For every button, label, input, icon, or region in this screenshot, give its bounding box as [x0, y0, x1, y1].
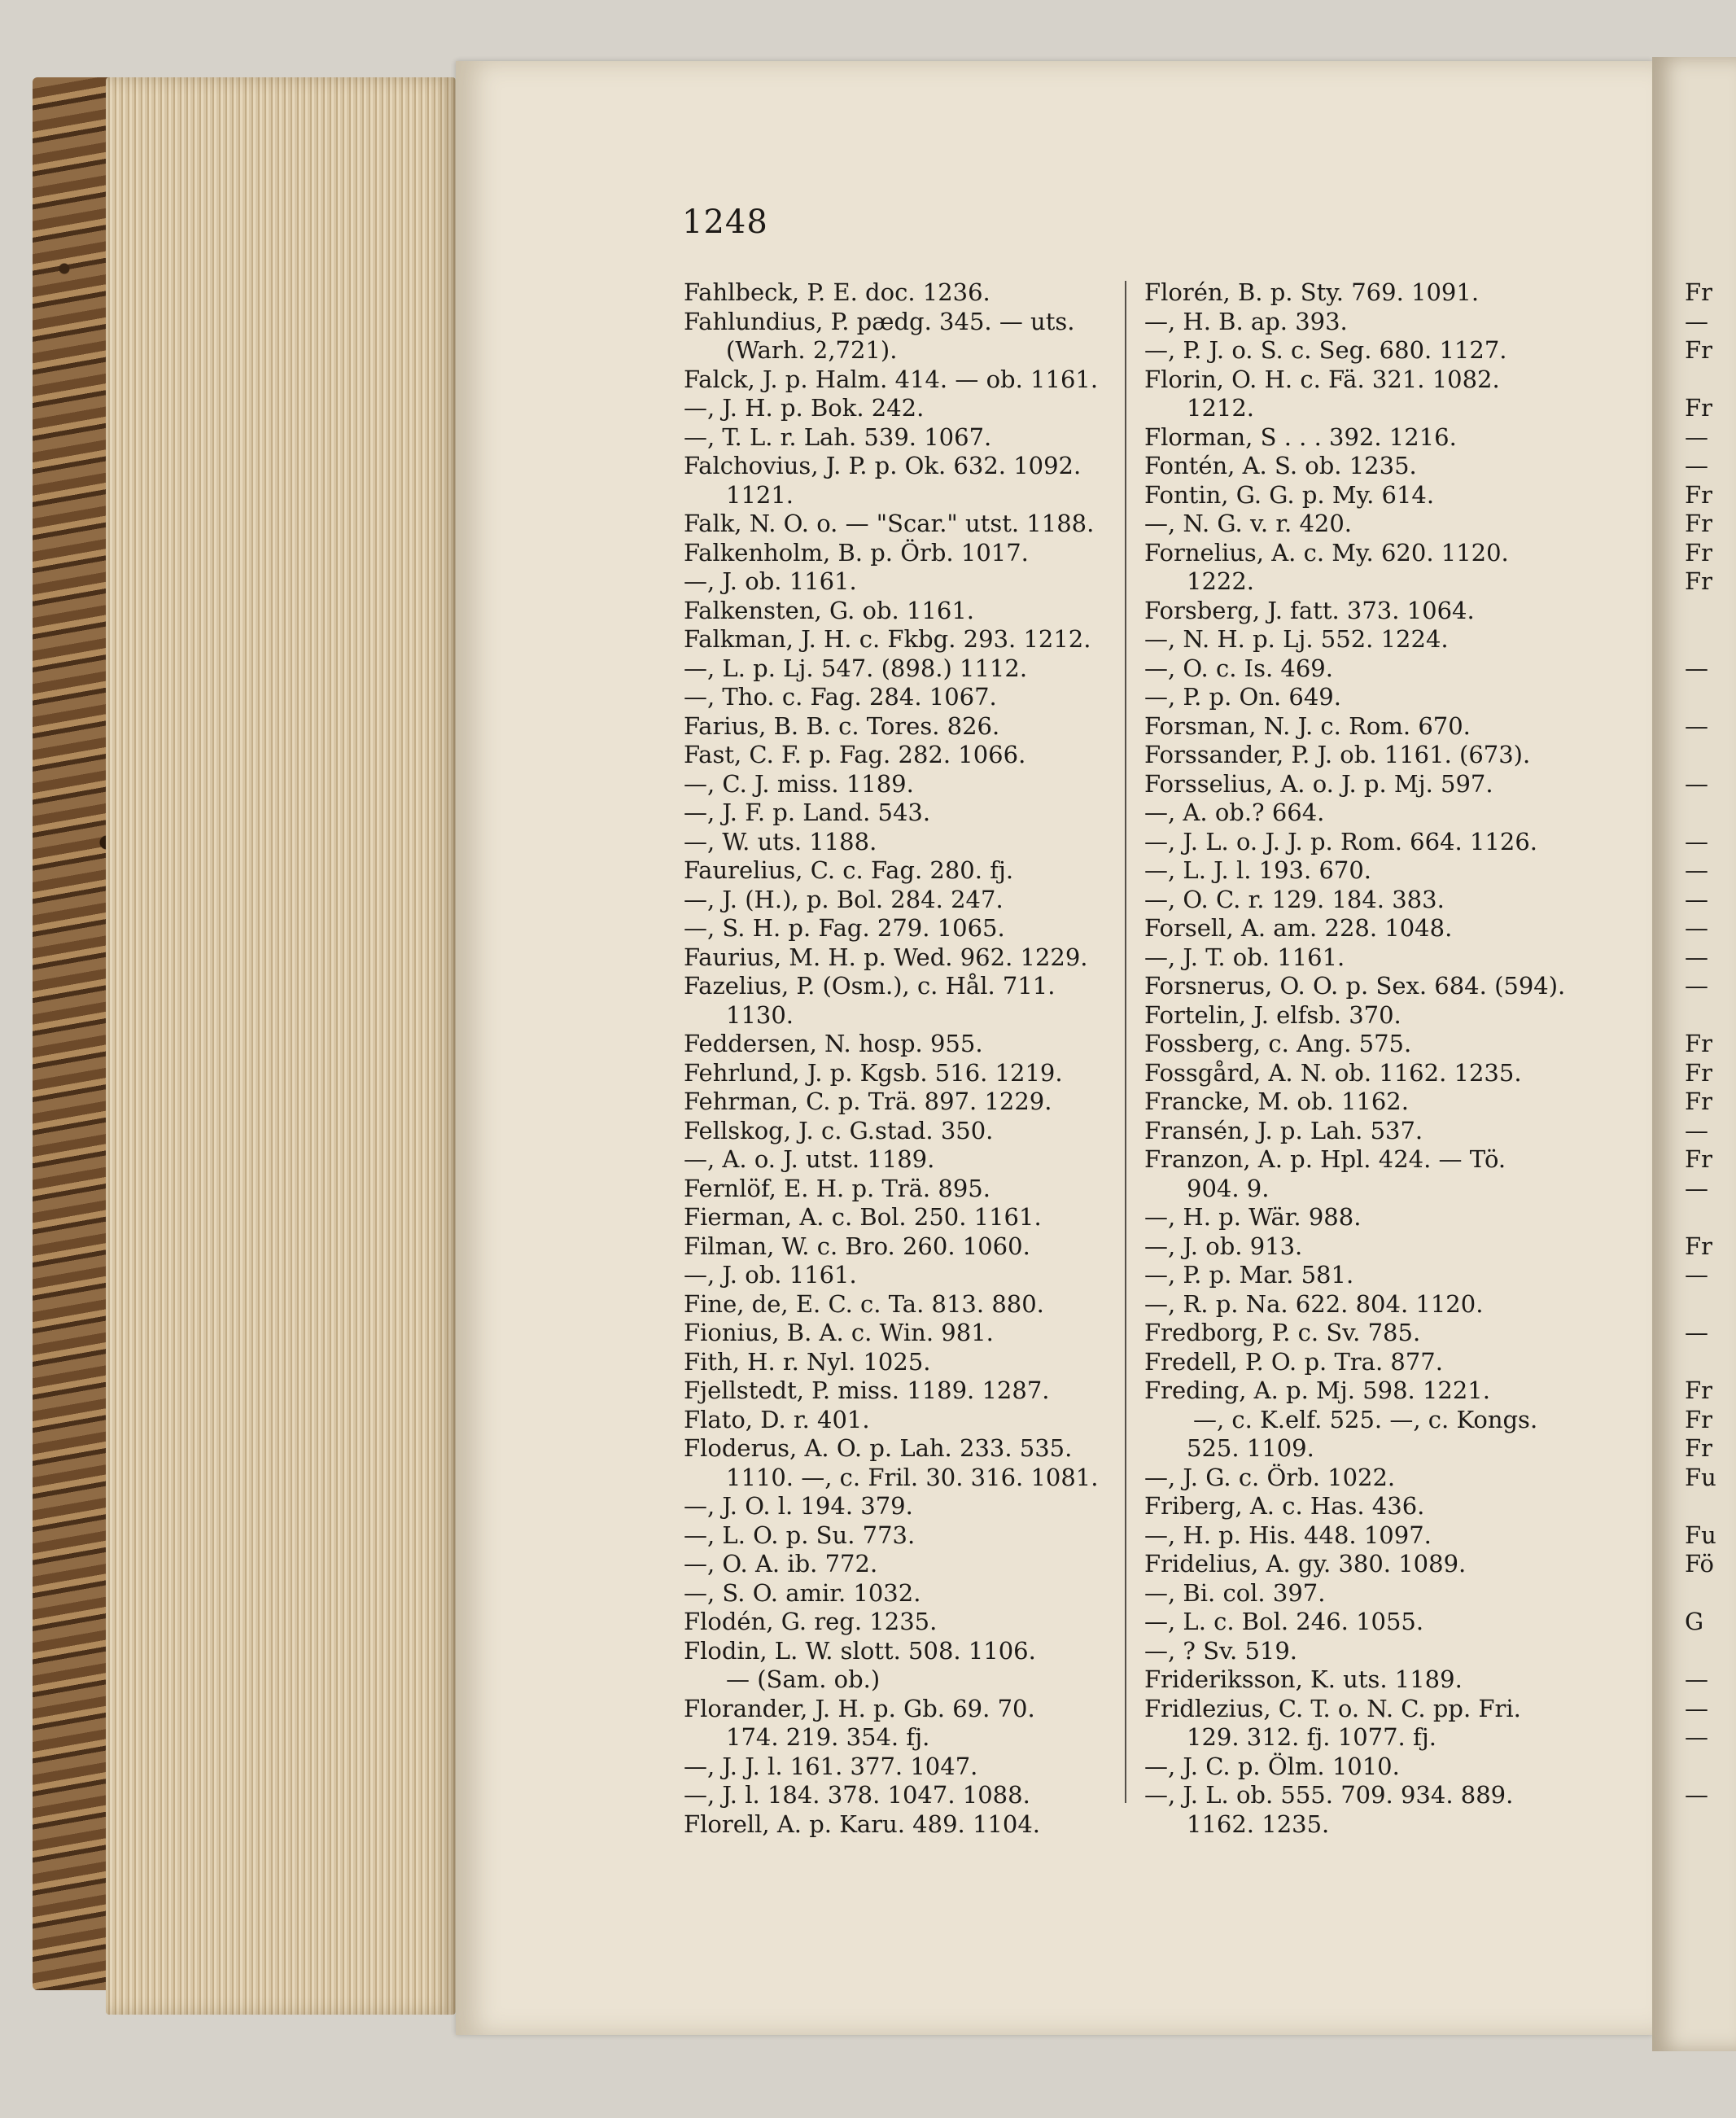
page-edges: [106, 77, 456, 2015]
index-entry: Francke, M. ob. 1162.: [1144, 1087, 1409, 1115]
next-page-fragment: Fu: [1685, 1521, 1716, 1549]
index-entry: Faurelius, C. c. Fag. 280. fj.: [684, 856, 1014, 884]
next-page-fragment: Fr: [1685, 567, 1712, 595]
column-divider: [1125, 281, 1126, 1803]
index-entry: Florén, B. p. Sty. 769. 1091.: [1144, 278, 1480, 306]
next-page-fragment: —: [1685, 654, 1708, 682]
index-entry: 129. 312. fj. 1077. fj.: [1187, 1723, 1436, 1751]
index-entry: Fine, de, E. C. c. Ta. 813. 880.: [684, 1289, 1044, 1318]
index-entry: Feddersen, N. hosp. 955.: [684, 1030, 983, 1057]
index-entry: —, ? Sv. 519.: [1144, 1636, 1298, 1665]
index-entry: Fehrlund, J. p. Kgsb. 516. 1219.: [684, 1058, 1063, 1087]
page-number: 1248: [682, 203, 768, 241]
index-entry: 525. 1109.: [1187, 1434, 1314, 1462]
next-page-fragment: Fr: [1685, 1030, 1712, 1057]
next-page-fragment: Fr: [1685, 278, 1712, 306]
index-entry: Fernlöf, E. H. p. Trä. 895.: [684, 1174, 990, 1202]
index-entry: Fast, C. F. p. Fag. 282. 1066.: [684, 741, 1026, 768]
next-page-fragment: Fr: [1685, 394, 1712, 422]
next-page-fragment: —: [1685, 1116, 1708, 1144]
index-entry: —, P. p. On. 649.: [1144, 683, 1341, 711]
index-entry: —, J. (H.), p. Bol. 284. 247.: [684, 885, 1004, 913]
index-entry: Fierman, A. c. Bol. 250. 1161.: [684, 1203, 1042, 1231]
index-entry: —, L. O. p. Su. 773.: [684, 1521, 916, 1549]
index-entry: Fehrman, C. p. Trä. 897. 1229.: [684, 1087, 1052, 1115]
index-entry: Florell, A. p. Karu. 489. 1104.: [684, 1809, 1040, 1838]
index-entry: —, J. ob. 1161.: [684, 1261, 857, 1289]
index-entry: 1110. —, c. Fril. 30. 316. 1081.: [726, 1463, 1099, 1491]
index-entry: —, T. L. r. Lah. 539. 1067.: [684, 422, 992, 451]
index-entry: —, W. uts. 1188.: [684, 827, 877, 856]
next-page-fragment: —: [1685, 885, 1708, 913]
index-entry: Florander, J. H. p. Gb. 69. 70.: [684, 1694, 1035, 1722]
index-entry: —, J. ob. 913.: [1144, 1232, 1303, 1260]
index-entry: Floderus, A. O. p. Lah. 233. 535.: [684, 1434, 1073, 1462]
index-entry: Farius, B. B. c. Tores. 826.: [684, 711, 1000, 740]
index-entry: Flodén, G. reg. 1235.: [684, 1608, 938, 1635]
index-entry: Filman, W. c. Bro. 260. 1060.: [684, 1232, 1030, 1260]
next-page-fragment: —: [1685, 972, 1708, 1000]
index-entry: —, P. p. Mar. 581.: [1144, 1261, 1354, 1289]
index-entry: —, J. H. p. Bok. 242.: [684, 394, 925, 422]
next-page-fragment: —: [1685, 452, 1708, 479]
next-page-fragment: Fr: [1685, 1232, 1712, 1260]
index-entry: —, N. H. p. Lj. 552. 1224.: [1144, 625, 1449, 653]
index-entry: Freding, A. p. Mj. 598. 1221.: [1144, 1376, 1490, 1404]
index-entry: Fridlezius, C. T. o. N. C. pp. Fri.: [1144, 1694, 1521, 1722]
next-page-fragment: Fö: [1685, 1550, 1714, 1578]
index-entry: Flodin, L. W. slott. 508. 1106.: [684, 1636, 1036, 1665]
index-entry: Falck, J. p. Halm. 414. — ob. 1161.: [684, 365, 1099, 393]
index-entry: Faurius, M. H. p. Wed. 962. 1229.: [684, 943, 1088, 971]
index-entry: Forsell, A. am. 228. 1048.: [1144, 914, 1453, 942]
index-entry: —, S. H. p. Fag. 279. 1065.: [684, 914, 1005, 942]
index-entry: —, P. J. o. S. c. Seg. 680. 1127.: [1144, 336, 1507, 364]
next-page-fragment: Fr: [1685, 336, 1712, 364]
index-entry: Forsselius, A. o. J. p. Mj. 597.: [1144, 769, 1493, 798]
index-entry: Forsberg, J. fatt. 373. 1064.: [1144, 596, 1475, 624]
index-entry: Florman, S . . . 392. 1216.: [1144, 422, 1457, 451]
index-entry: Fridelius, A. gy. 380. 1089.: [1144, 1550, 1467, 1578]
next-page-fragment: —: [1685, 1665, 1708, 1693]
next-page-fragment: —: [1685, 943, 1708, 971]
index-entry: —, A. ob.? 664.: [1144, 799, 1325, 826]
index-entry: Florin, O. H. c. Fä. 321. 1082.: [1144, 365, 1500, 393]
next-page-fragment: —: [1685, 1174, 1708, 1202]
index-entry: —, J. l. 184. 378. 1047. 1088.: [684, 1781, 1030, 1809]
index-entry: Fionius, B. A. c. Win. 981.: [684, 1319, 994, 1346]
index-entry: —, J. O. l. 194. 379.: [684, 1492, 913, 1520]
index-entry: Franzon, A. p. Hpl. 424. — Tö.: [1144, 1145, 1506, 1173]
next-page-fragment: —: [1685, 769, 1708, 798]
index-entry: Forssander, P. J. ob. 1161. (673).: [1144, 741, 1531, 768]
index-entry: Fredell, P. O. p. Tra. 877.: [1144, 1347, 1443, 1376]
index-entry: Fredborg, P. c. Sv. 785.: [1144, 1319, 1421, 1346]
index-entry: Fith, H. r. Nyl. 1025.: [684, 1347, 931, 1376]
index-entry: —, L. c. Bol. 246. 1055.: [1144, 1608, 1424, 1635]
index-entry: —, c. K.elf. 525. —, c. Kongs.: [1193, 1405, 1538, 1433]
index-entry: —, H. p. His. 448. 1097.: [1144, 1521, 1432, 1549]
index-entry: Fazelius, P. (Osm.), c. Hål. 711.: [684, 972, 1056, 1000]
index-column-right: [1144, 278, 1584, 1839]
next-page-fragment: Fr: [1685, 510, 1712, 537]
index-entry: —, J. T. ob. 1161.: [1144, 943, 1345, 971]
index-entry: —, A. o. J. utst. 1189.: [684, 1145, 935, 1173]
next-page-fragment: —: [1685, 856, 1708, 884]
index-entry: —, O. c. Is. 469.: [1144, 654, 1333, 682]
next-page-fragment: Fr: [1685, 480, 1712, 509]
index-entry: Fortelin, J. elfsb. 370.: [1144, 1000, 1401, 1029]
next-page-fragment: —: [1685, 1319, 1708, 1346]
next-page-fragment: —: [1685, 827, 1708, 856]
index-entry: —, J. C. p. Ölm. 1010.: [1144, 1752, 1400, 1780]
index-entry: — (Sam. ob.): [726, 1665, 881, 1693]
next-page-fragment: Fu: [1685, 1463, 1716, 1491]
index-entry: —, O. A. ib. 772.: [684, 1550, 878, 1578]
index-entry: Fontén, A. S. ob. 1235.: [1144, 452, 1417, 479]
index-entry: Fornelius, A. c. My. 620. 1120.: [1144, 538, 1509, 567]
index-entry: Falkman, J. H. c. Fkbg. 293. 1212.: [684, 625, 1091, 653]
next-page-fragment: Fr: [1685, 1434, 1712, 1462]
next-page-fragment: —: [1685, 1694, 1708, 1722]
next-page-fragment: —: [1685, 1781, 1708, 1809]
index-entry: —, L. p. Lj. 547. (898.) 1112.: [684, 654, 1028, 682]
index-entry: —, S. O. amir. 1032.: [684, 1578, 921, 1607]
index-entry: —, J. L. o. J. J. p. Rom. 664. 1126.: [1144, 827, 1537, 856]
next-page-fragment: Fr: [1685, 538, 1712, 567]
index-entry: —, O. C. r. 129. 184. 383.: [1144, 885, 1445, 913]
index-column-left: [684, 278, 1123, 1839]
index-entry: —, J. ob. 1161.: [684, 567, 857, 595]
index-entry: Fellskog, J. c. G.stad. 350.: [684, 1116, 994, 1144]
next-page-fragment: —: [1685, 1723, 1708, 1751]
index-entry: —, H. p. Wär. 988.: [1144, 1203, 1362, 1231]
next-page-fragment: Fr: [1685, 1058, 1712, 1087]
index-entry: —, R. p. Na. 622. 804. 1120.: [1144, 1289, 1484, 1318]
index-entry: Flato, D. r. 401.: [684, 1405, 870, 1433]
next-page-fragment: Fr: [1685, 1087, 1712, 1115]
index-entry: 1162. 1235.: [1187, 1809, 1330, 1838]
index-entry: —, J. J. l. 161. 377. 1047.: [684, 1752, 978, 1780]
index-entry: —, J. L. ob. 555. 709. 934. 889.: [1144, 1781, 1514, 1809]
index-entry: Falchovius, J. P. p. Ok. 632. 1092.: [684, 452, 1082, 479]
index-entry: —, J. F. p. Land. 543.: [684, 799, 931, 826]
index-entry: —, J. G. c. Örb. 1022.: [1144, 1463, 1396, 1491]
index-entry: 1222.: [1187, 567, 1255, 595]
index-entry: —, C. J. miss. 1189.: [684, 769, 914, 798]
index-entry: Falkensten, G. ob. 1161.: [684, 596, 974, 624]
index-entry: 1212.: [1187, 394, 1255, 422]
index-entry: Fahlundius, P. pædg. 345. — uts.: [684, 307, 1075, 335]
index-entry: Fjellstedt, P. miss. 1189. 1287.: [684, 1376, 1050, 1404]
next-page-fragment: —: [1685, 307, 1708, 335]
index-entry: Falk, N. O. o. — "Scar." utst. 1188.: [684, 510, 1095, 537]
index-entry: Frideriksson, K. uts. 1189.: [1144, 1665, 1463, 1693]
next-page-fragment: —: [1685, 1261, 1708, 1289]
index-entry: Forsman, N. J. c. Rom. 670.: [1144, 711, 1471, 740]
next-page-fragment: Fr: [1685, 1145, 1712, 1173]
index-entry: 904. 9.: [1187, 1174, 1270, 1202]
next-page-fragment: G: [1685, 1608, 1704, 1635]
next-page-fragment: —: [1685, 711, 1708, 740]
index-entry: Friberg, A. c. Has. 436.: [1144, 1492, 1425, 1520]
index-entry: Falkenholm, B. p. Örb. 1017.: [684, 538, 1029, 567]
index-entry: Fahlbeck, P. E. doc. 1236.: [684, 278, 990, 306]
index-entry: 174. 219. 354. fj.: [726, 1723, 930, 1751]
index-entry: (Warh. 2,721).: [726, 336, 898, 364]
index-entry: —, H. B. ap. 393.: [1144, 307, 1348, 335]
index-entry: —, L. J. l. 193. 670.: [1144, 856, 1372, 884]
index-entry: —, N. G. v. r. 420.: [1144, 510, 1353, 537]
next-page-fragment: —: [1685, 422, 1708, 451]
index-entry: —, Tho. c. Fag. 284. 1067.: [684, 683, 997, 711]
index-entry: Fransén, J. p. Lah. 537.: [1144, 1116, 1423, 1144]
index-entry: Fontin, G. G. p. My. 614.: [1144, 480, 1435, 509]
index-entry: Forsnerus, O. O. p. Sex. 684. (594).: [1144, 972, 1566, 1000]
index-entry: 1130.: [726, 1000, 794, 1029]
index-entry: Fossgård, A. N. ob. 1162. 1235.: [1144, 1058, 1522, 1087]
next-page-fragment: —: [1685, 914, 1708, 942]
next-page-fragment: Fr: [1685, 1376, 1712, 1404]
index-entry: —, Bi. col. 397.: [1144, 1578, 1326, 1607]
next-page-fragment: Fr: [1685, 1405, 1712, 1433]
index-entry: Fossberg, c. Ang. 575.: [1144, 1030, 1412, 1057]
index-entry: 1121.: [726, 480, 794, 509]
